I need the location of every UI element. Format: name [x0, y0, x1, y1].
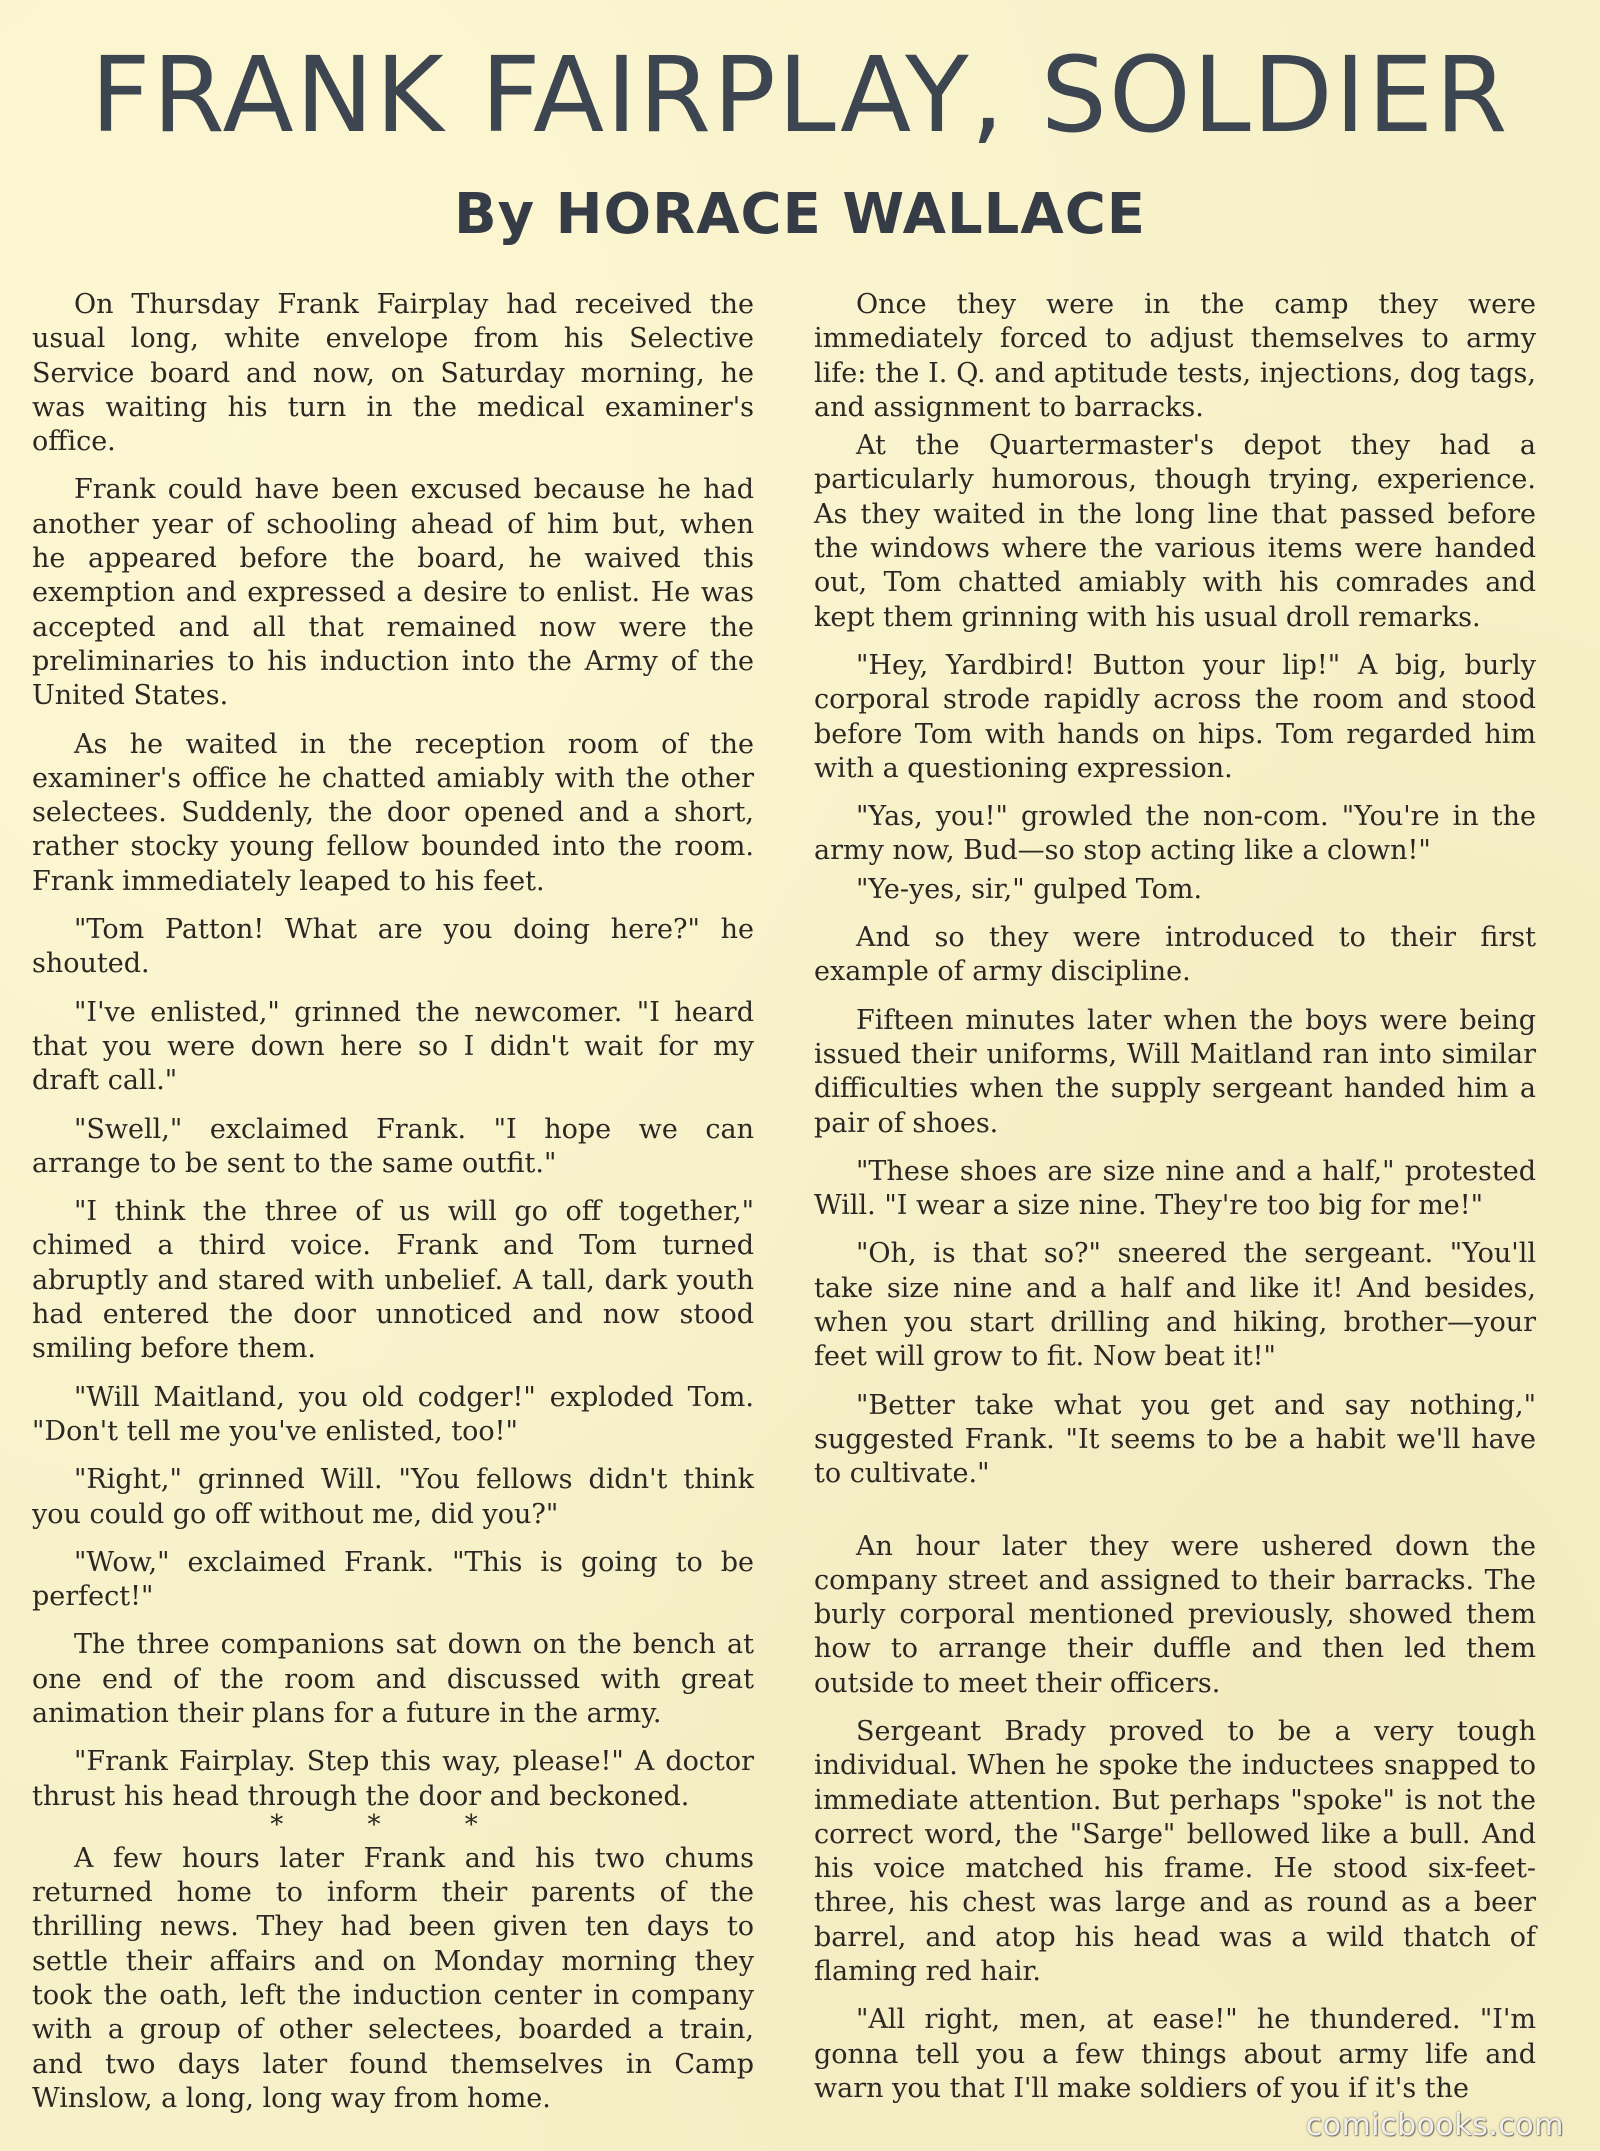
- paragraph: As he waited in the reception room of the examiner's office he chatted amiably with the other selectees. Suddenly, the door opened and a short, rather stocky young fellow bounded into the room. Frank immediately leaped to his feet.: [32, 728, 754, 897]
- right-text-column: [814, 288, 1536, 2120]
- paragraph: "I've enlisted," grinned the newcomer. "I heard that you were down here so I didn't wait for my draft call.": [32, 996, 754, 1097]
- paragraph: "Tom Patton! What are you doing here?" he shouted.: [32, 914, 754, 980]
- column-gap: [814, 1506, 1536, 1530]
- paragraph: "Yas, you!" growled the non-com. "You're in the army now, Bud—so stop acting like a clown!": [814, 801, 1536, 867]
- paragraph: Once they were in the camp they were immediately forced to adjust themselves to army life: the I. Q. and aptitude tests, injections, dog tags, and assignment to barracks.: [814, 289, 1536, 423]
- paragraph: "These shoes are size nine and a half," protested Will. "I wear a size nine. They're too big for me!": [814, 1155, 1536, 1222]
- paragraph: Frank could have been excused because he had another year of schooling ahead of him but, when he appeared before the board, he waived this exemption and expressed a desire to enlist. He was accepted and all that remained now were the preliminaries to his induction into the Army of the United States.: [32, 474, 754, 712]
- paragraph: On Thursday Frank Fairplay had received the usual long, white envelope from his Selective Service board and now, on Saturday morning, he was waiting his turn in the medical examiner's office.: [32, 289, 754, 458]
- paragraph: Fifteen minutes later when the boys were being issued their uniforms, Will Maitland ran into similar difficulties when the supply sergeant handed him a pair of shoes.: [814, 1004, 1536, 1139]
- paragraph: "Swell," exclaimed Frank. "I hope we can arrange to be sent to the same outfit.": [32, 1113, 754, 1179]
- paragraph: "Wow," exclaimed Frank. "This is going to be perfect!": [32, 1546, 754, 1613]
- paragraph: "I think the three of us will go off together," chimed a third voice. Frank and Tom turned abruptly and stared with unbelief. A tall, dark youth had entered the door unnoticed and now stood smiling before them.: [32, 1196, 754, 1365]
- paragraph: "Ye-yes, sir," gulped Tom.: [856, 873, 1203, 905]
- paragraph: The three companions sat down on the bench at one end of the room and discussed with great animation their plans for a future in the army.: [32, 1629, 754, 1729]
- paragraph: "Frank Fairplay. Step this way, please!" A doctor thrust his head through the door and beckoned.: [32, 1746, 754, 1812]
- paragraph: Sergeant Brady proved to be a very tough individual. When he spoke the inductees snapped to immediate attention. But perhaps "spoke" is not the correct word, the "Sarge" bellowed like a bull. And his voice matched his frame. He stood six-feet-three, his chest was large and as round as a beer barrel, and atop his head was a wild thatch of flaming red hair.: [814, 1715, 1536, 1988]
- site-watermark: comicbooks.com: [1305, 2108, 1564, 2143]
- paragraph: "Right," grinned Will. "You fellows didn't think you could go off without me, did you?": [32, 1464, 754, 1530]
- paragraph: "Oh, is that so?" sneered the sergeant. "You'll take size nine and a half and like it! And besides, when you start drilling and hiking, brother—your feet will grow to fit. Now beat it!": [814, 1238, 1536, 1373]
- paragraph: And so they were introduced to their first example of army discipline.: [814, 922, 1536, 988]
- section-break: * * *: [270, 1809, 516, 1840]
- author-byline: By HORACE WALLACE: [453, 182, 1147, 247]
- paragraph: "All right, men, at ease!" he thundered. "I'm gonna tell you a few things about army life and warn you that I'll make soldiers of you if it's the: [814, 2004, 1536, 2104]
- left-text-column: [32, 288, 754, 2130]
- paragraph: "Hey, Yardbird! Button your lip!" A big, burly corporal strode rapidly across the room and stood before Tom with hands on hips. Tom regarded him with a questioning expression.: [814, 649, 1536, 784]
- paragraph: "Better take what you get and say nothing," suggested Frank. "It seems to be a habit we'll have to cultivate.": [814, 1389, 1536, 1490]
- paragraph: An hour later they were ushered down the company street and assigned to their barracks. The burly corporal mentioned previously, showed them how to arrange their duffle and then led them outside to meet their officers.: [814, 1530, 1536, 1699]
- paragraph: A few hours later Frank and his two chums returned home to inform their parents of the thrilling news. They had been given ten days to settle their affairs and on Monday morning they took the oath, left the induction center in company with a group of other selectees, boarded a train, and two days later found themselves in Camp Winslow, a long, long way from home.: [32, 1842, 754, 2114]
- story-title: FRANK FAIRPLAY, SOLDIER: [90, 34, 1510, 156]
- paragraph: At the Quartermaster's depot they had a particularly humorous, though trying, experience. As they waited in the long line that passed before the windows where the various items were handed out, Tom chatted amiably with his comrades and kept them grinning with his usual droll remarks.: [814, 430, 1536, 633]
- paragraph: "Will Maitland, you old codger!" exploded Tom. "Don't tell me you've enlisted, too!": [32, 1381, 754, 1447]
